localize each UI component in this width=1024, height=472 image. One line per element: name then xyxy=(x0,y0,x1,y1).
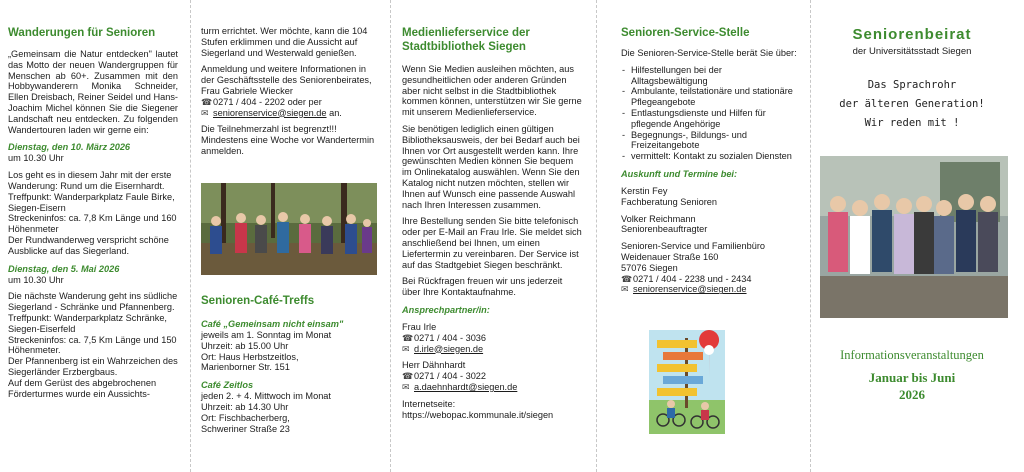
board-group-photo xyxy=(820,156,1008,318)
service-heading: Senioren-Service-Stelle xyxy=(621,27,750,39)
mail-icon: ✉ xyxy=(402,343,410,354)
col1.tour2_lines-line: Der Pfannenberg ist ein Wahrzeichen des Siegerländer Erzbergbaus. xyxy=(8,356,178,377)
library-p1: Wenn Sie Medien ausleihen möchten, aus gesundheitlichen oder anderen Gründen aber nicht selbst in die Stadtbibliothek kommen können, unterstützen wir Sie gerne mit unserem Medienlieferservice. xyxy=(402,64,582,118)
col2.cafe1_lines-line: jeweils am 1. Sonntag im Monat xyxy=(201,330,332,340)
library-p3: Ihre Bestellung senden Sie bitte telefonisch oder per E-Mail an Frau Irle. Sie meldet sich anschließend bei Ihnen, um einen Liefertermin zu vereinbaren. Der Service ist auf das Stadtgebiet Siegen beschränkt. xyxy=(402,216,582,270)
slogan-line: Wir reden mit ! xyxy=(864,117,960,129)
person2-email[interactable]: a.daehnhardt@siegen.de xyxy=(414,381,518,392)
col4.office-line: Senioren-Service und Familienbüro xyxy=(621,241,766,252)
col4.contact2-line: Volker Reichmann xyxy=(621,213,696,224)
hiking-intro: „Gemeinsam die Natur entdecken" lautet das Motto der neuen Wandergruppen für Menschen ab 60+. Zusammen mit den Hobbywanderern Monika Schneider, Ellen Dreisbach, Reiner Seidel und Hans-Joachim Michel können Sie die Siegener Landschaft neu entdecken. Zu folgenden Wandertouren laden wir gerne ein: xyxy=(8,49,178,135)
cafe2-title: Café Zeitlos xyxy=(201,380,254,391)
col2.cafe2_lines-line: Schweriner Straße 23 xyxy=(201,423,290,434)
person1-name: Frau Irle xyxy=(402,321,437,332)
cover-slogan xyxy=(812,76,1012,133)
column-library xyxy=(402,0,582,472)
contact-heading: Ansprechpartner/in: xyxy=(402,304,490,315)
service-list xyxy=(621,65,799,162)
web-label: Internetseite: xyxy=(402,398,456,409)
col2.cafe1_lines-line: Uhrzeit: ab 15.00 Uhr xyxy=(201,340,289,351)
auskunft-heading: Auskunft und Termine bei: xyxy=(621,168,738,179)
col4.contact1-line: Fachberatung Senioren xyxy=(621,196,718,207)
cafe-heading: Senioren-Café-Treffs xyxy=(201,295,315,307)
period-line: 2026 xyxy=(899,387,925,402)
cover-period xyxy=(812,369,1012,403)
library-p2: Sie benötigen lediglich einen gültigen Bibliotheksausweis, der bei Bedarf auch bei Ihnen vor Ort ausgestellt werden kann. Ihre gewünschten Medien können Sie bequem im Onlinekatalog auswählen. Wenn Sie den Katalog nicht nutzen möchten, stellen wir Ihnen auf Wunsch eine passende Auswahl nach Ihren Interessen zusammen. xyxy=(402,123,580,210)
column-service xyxy=(621,0,799,472)
col1.tour2_lines-line: Treffpunkt: Wanderparkplatz Schränke, Siegen-Eiserfeld xyxy=(8,312,167,334)
phone-icon: ☎ xyxy=(402,332,414,343)
library-p4: Bei Rückfragen freuen wir uns jederzeit über Ihre Kontaktaufnahme. xyxy=(402,276,563,298)
col2.cafe2_lines-line: Ort: Fischbacherberg, xyxy=(201,412,290,423)
contact-fey xyxy=(621,186,799,208)
mail-icon: ✉ xyxy=(201,107,209,118)
col4.office-line: Weidenauer Straße 160 xyxy=(621,251,719,262)
service-list-item: - Ambulante, teilstationäre und stationäre Pflegeangebote xyxy=(631,86,799,108)
contact-reichmann xyxy=(621,214,799,236)
column-hiking xyxy=(8,0,178,472)
column-cafe xyxy=(201,0,379,472)
col1.tour1_lines-line: Los geht es in diesem Jahr mit der erste Wanderung: Rund um die Eisernhardt. xyxy=(8,170,172,191)
phone-icon: ☎ xyxy=(201,96,213,107)
phone-icon: ☎ xyxy=(621,273,633,284)
period-line: Januar bis Juni xyxy=(868,370,956,385)
library-heading: Medienlieferservice der Stadtbibliothek Siegen xyxy=(402,27,530,53)
service-list-item: - Begegnungs-, Bildungs- und Freizeitangebote xyxy=(631,130,799,152)
web-url[interactable]: https://webopac.kommunale.it/siegen xyxy=(402,409,554,420)
col1.tour2_lines-line: um 10.30 Uhr xyxy=(8,274,64,285)
service-list-item: - Hilfestellungen bei der Alltagsbewältigung xyxy=(631,65,799,87)
service-intro: Die Senioren-Service-Stelle berät Sie über: xyxy=(621,48,797,58)
phone-icon: ☎ xyxy=(402,371,414,382)
cafe1-details xyxy=(201,330,379,373)
col1.tour1_lines-line: Treffpunkt: Wanderparkplatz Faule Birke, Siegen-Eisern xyxy=(8,191,175,213)
cafe1-title: Café „Gemeinsam nicht einsam" xyxy=(201,319,344,329)
column-cover xyxy=(812,0,1012,472)
mail-icon: ✉ xyxy=(402,381,410,392)
service-phone: 0271 / 404 - 2238 und - 2434 xyxy=(633,273,752,284)
col2.cafe1_lines-line: Ort: Haus Herbstzeitlos, xyxy=(201,351,299,362)
tour2-date: Dienstag, den 5. Mai 2026 xyxy=(8,263,120,274)
service-illustration xyxy=(649,330,725,434)
hiking-group-photo xyxy=(201,183,377,275)
person1-phone: 0271 / 404 - 3036 xyxy=(414,332,487,343)
registration-text: Anmeldung und weitere Informationen in der Geschäftsstelle des Seniorenbeirates, Frau Gabriele Wiecker xyxy=(201,64,372,96)
col1.tour2_lines-line: Auf dem Gerüst des abgebrochenen Förderturmes wurde ein Aussichts- xyxy=(8,377,157,399)
tour1-date: Dienstag, den 10. März 2026 xyxy=(8,142,131,153)
service-list-item: - Entlastungsdienste und Hilfen für pflegende Angehörige xyxy=(631,108,799,130)
registration-email[interactable]: seniorenservice@siegen.de xyxy=(213,107,327,118)
person2-name: Herr Dähnhardt xyxy=(402,360,466,371)
col1.tour2_lines-line: Die nächste Wanderung geht ins südliche Siegerland - Schränke und Pfannenberg. xyxy=(8,291,178,313)
col1.tour1_lines-line: Der Rundwanderweg verspricht schöne Ausblicke auf das Siegerland. xyxy=(8,234,169,256)
service-email[interactable]: seniorenservice@siegen.de xyxy=(633,284,747,295)
col4.office-line: 57076 Siegen xyxy=(621,262,678,273)
cover-subtitle: der Universitätsstadt Siegen xyxy=(852,46,972,57)
col1.tour2_lines-line: Streckeninfos: ca. 7,5 Km Länge und 150 Höhenmeter. xyxy=(8,334,177,356)
mail-icon: ✉ xyxy=(621,284,629,295)
registration-phone: 0271 / 404 - 2202 oder per xyxy=(213,96,322,107)
slogan-line: der älteren Generation! xyxy=(839,98,985,110)
col4.contact2-line: Seniorenbeauftragter xyxy=(621,224,708,235)
office-address xyxy=(621,241,799,273)
cafe2-details xyxy=(201,391,379,434)
info-events: Informationsveranstaltungen xyxy=(840,348,984,362)
cover-title: Seniorenbeirat xyxy=(852,26,972,43)
slogan-line: Das Sprachrohr xyxy=(867,79,957,91)
registration-email-suffix: an. xyxy=(326,107,342,118)
service-list-item: - vermittelt: Kontakt zu sozialen Diensten xyxy=(631,151,799,162)
participant-limit: Die Teilnehmerzahl ist begrenzt!!! Mindestens eine Woche vor Wandertermin anmelden. xyxy=(201,124,375,156)
hiking-continued: turm errichtet. Wer möchte, kann die 104 Stufen erklimmen und die Aussicht auf Siegerland und Westerwald genießen. xyxy=(201,26,368,58)
col2.cafe2_lines-line: jeden 2. + 4. Mittwoch im Monat xyxy=(201,391,331,402)
tour2-details xyxy=(8,275,178,400)
person1-email[interactable]: d.irle@siegen.de xyxy=(414,343,484,354)
col4.contact1-line: Kerstin Fey xyxy=(621,185,668,196)
tour1-details xyxy=(8,153,178,256)
col1.tour1_lines-line: Streckeninfos: ca. 7,8 Km Länge und 160 Höhenmeter xyxy=(8,213,177,235)
col2.cafe1_lines-line: Marienborner Str. 151 xyxy=(201,362,290,373)
col2.cafe2_lines-line: Uhrzeit: ab 14.30 Uhr xyxy=(201,401,289,412)
hiking-heading: Wanderungen für Senioren xyxy=(8,27,156,39)
col1.tour1_lines-line: um 10.30 Uhr xyxy=(8,153,64,164)
person2-phone: 0271 / 404 - 3022 xyxy=(414,371,487,382)
